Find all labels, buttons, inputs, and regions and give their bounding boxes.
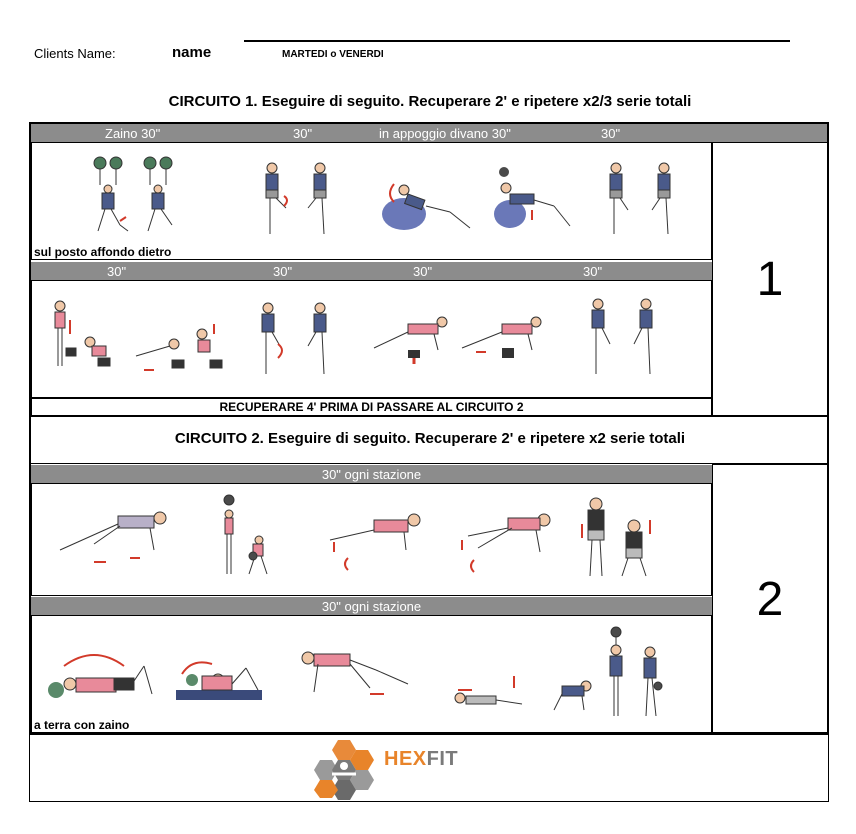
circuit2-title: CIRCUITO 2. Eseguire di seguito. Recuperare 2' e ripetere x2 serie totali [174,430,686,447]
c1r2-label-2: 30" [273,264,293,279]
circuit1-row2-bar [31,262,712,280]
c1r2-label-1: 30" [107,264,127,279]
c2r2-label: 30" ogni stazione [321,599,422,614]
hexfit-logo-icon [312,738,384,800]
client-name-value[interactable]: name [172,44,212,61]
step-knee-illustration [248,300,358,380]
circuit2-row2-note: a terra con zaino [34,718,130,732]
squat-jump-illustration [578,494,658,579]
circuit1-row1-note: sul posto affondo dietro [34,245,172,259]
circuit1-title: CIRCUITO 1. Eseguire di seguito. Recuperare 2' e ripetere x2/3 serie totali [168,93,692,110]
plank-step-illustration [368,312,453,367]
header-underline [244,40,790,42]
day-label: MARTEDI o VENERDI [282,49,384,60]
logo-text-fit: FIT [426,748,459,770]
c1r1-label-4: 30" [601,126,621,141]
plank-step-illustration-2 [456,312,546,367]
c2r1-label: 30" ogni stazione [321,467,422,482]
burpee-step-illustration [50,296,230,376]
high-knees-illustration-3 [578,296,668,381]
pushup-illustration [452,674,527,714]
c1r2-label-3: 30" [413,264,433,279]
hexfit-logo-text [384,748,458,771]
high-knees-illustration [250,160,360,240]
overhead-lunge-illustration [80,155,190,245]
kettlebell-swing-illustration [215,494,275,579]
c1r1-label-1: Zaino 30" [105,126,161,141]
c1r1-label-3: in appoggio divano 30" [379,126,511,141]
circuit1-number: 1 [756,253,784,306]
spider-crawl-illustration [296,644,411,704]
circuit2-number: 2 [756,573,784,626]
ball-bridge-illustration [488,158,578,233]
pushup-plank-illustration [324,508,424,573]
crawl-illustration [548,676,598,716]
logo-text-hex: HEX [384,748,427,770]
rest-before-circuit2: RECUPERARE 4' PRIMA DI PASSARE AL CIRCUITO 2 [31,398,712,416]
circuit2-row2-bar [31,597,712,615]
ball-crunch-illustration [380,170,475,235]
high-knees-illustration-2 [596,160,691,240]
overhead-press-illustration [604,626,666,721]
circuit2-row1-bar [31,465,712,483]
backpack-pullover-illustration [172,654,267,704]
pushup-leg-illustration [452,506,557,576]
c1r2-label-4: 30" [583,264,603,279]
circuit1-row1-bar [31,124,827,142]
mountain-climber-illustration [50,498,180,573]
c1r1-label-2: 30" [293,126,313,141]
backpack-bridge-illustration [44,634,154,704]
clients-name-label: Clients Name: [34,46,116,61]
